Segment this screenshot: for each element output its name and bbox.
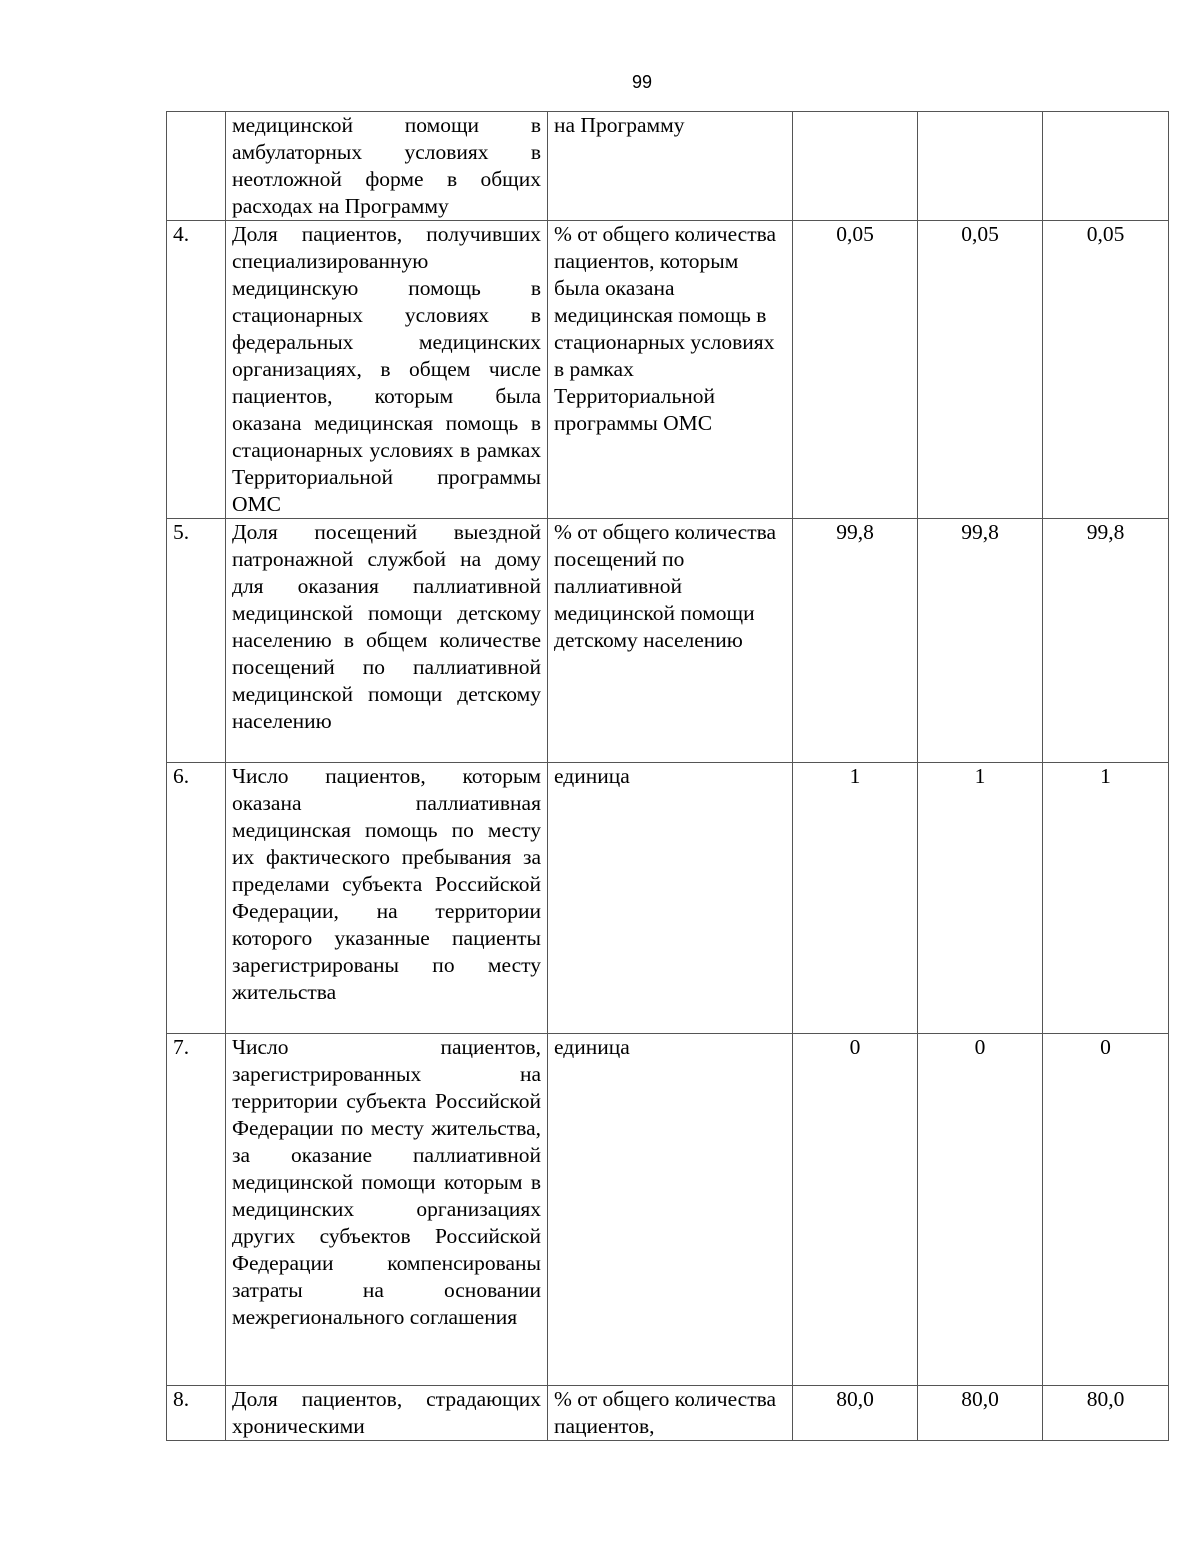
value-year-1: 1: [793, 763, 918, 1034]
indicators-table: [166, 111, 1169, 1441]
table-row: [167, 763, 1169, 1034]
value-year-2: 0: [918, 1034, 1043, 1386]
unit-of-measure: % от общего количества пациентов,: [548, 1386, 793, 1441]
value-year-1: 0: [793, 1034, 918, 1386]
value-year-2: 80,0: [918, 1386, 1043, 1441]
unit-of-measure: единица: [548, 763, 793, 1034]
value-year-1: 0,05: [793, 221, 918, 519]
value-year-3: [1043, 112, 1169, 221]
indicator-description: Доля пациентов, страдающих хроническими: [226, 1386, 548, 1441]
unit-of-measure: % от общего количества посещений по паллиативной медицинской помощи детскому населению: [548, 519, 793, 763]
row-number: 8.: [167, 1386, 226, 1441]
value-year-1: 99,8: [793, 519, 918, 763]
value-year-3: 1: [1043, 763, 1169, 1034]
indicator-description: Доля пациентов, получивших специализированную медицинскую помощь в стационарных условиях в федеральных медицинских организациях, в общем числе пациентов, которым была оказана медицинская помощь в стационарных условиях в рамках Территориальной программы ОМС: [226, 221, 548, 519]
value-year-1: [793, 112, 918, 221]
indicator-description: Доля посещений выездной патронажной службой на дому для оказания паллиативной медицинской помощи детскому населению в общем количестве посещений по паллиативной медицинской помощи детскому населению: [226, 519, 548, 763]
value-year-2: 99,8: [918, 519, 1043, 763]
value-year-2: [918, 112, 1043, 221]
unit-of-measure: % от общего количества пациентов, которым была оказана медицинская помощь в стационарных условиях в рамках Территориальной программы ОМС: [548, 221, 793, 519]
indicator-description: Число пациентов, которым оказана паллиативная медицинская помощь по месту их фактического пребывания за пределами субъекта Российской Федерации, на территории которого указанные пациенты зарегистрированы по месту жительства: [226, 763, 548, 1034]
unit-of-measure: единица: [548, 1034, 793, 1386]
value-year-3: 0: [1043, 1034, 1169, 1386]
value-year-1: 80,0: [793, 1386, 918, 1441]
page-number: 99: [631, 72, 653, 92]
indicator-description: Число пациентов, зарегистрированных на территории субъекта Российской Федерации по месту жительства, за оказание паллиативной медицинской помощи которым в медицинских организациях других субъектов Российской Федерации компенсированы затраты на основании межрегионального соглашения: [226, 1034, 548, 1386]
table-row: [167, 1034, 1169, 1386]
value-year-3: 0,05: [1043, 221, 1169, 519]
row-number: 7.: [167, 1034, 226, 1386]
row-number: 4.: [167, 221, 226, 519]
table-row: [167, 112, 1169, 221]
value-year-2: 0,05: [918, 221, 1043, 519]
row-number: 5.: [167, 519, 226, 763]
row-number: [167, 112, 226, 221]
unit-of-measure: на Программу: [548, 112, 793, 221]
value-year-3: 80,0: [1043, 1386, 1169, 1441]
value-year-3: 99,8: [1043, 519, 1169, 763]
row-number: 6.: [167, 763, 226, 1034]
value-year-2: 1: [918, 763, 1043, 1034]
table-row: [167, 519, 1169, 763]
table-row: [167, 221, 1169, 519]
table-row: [167, 1386, 1169, 1441]
indicator-description: медицинской помощи в амбулаторных условиях в неотложной форме в общих расходах на Программу: [226, 112, 548, 221]
